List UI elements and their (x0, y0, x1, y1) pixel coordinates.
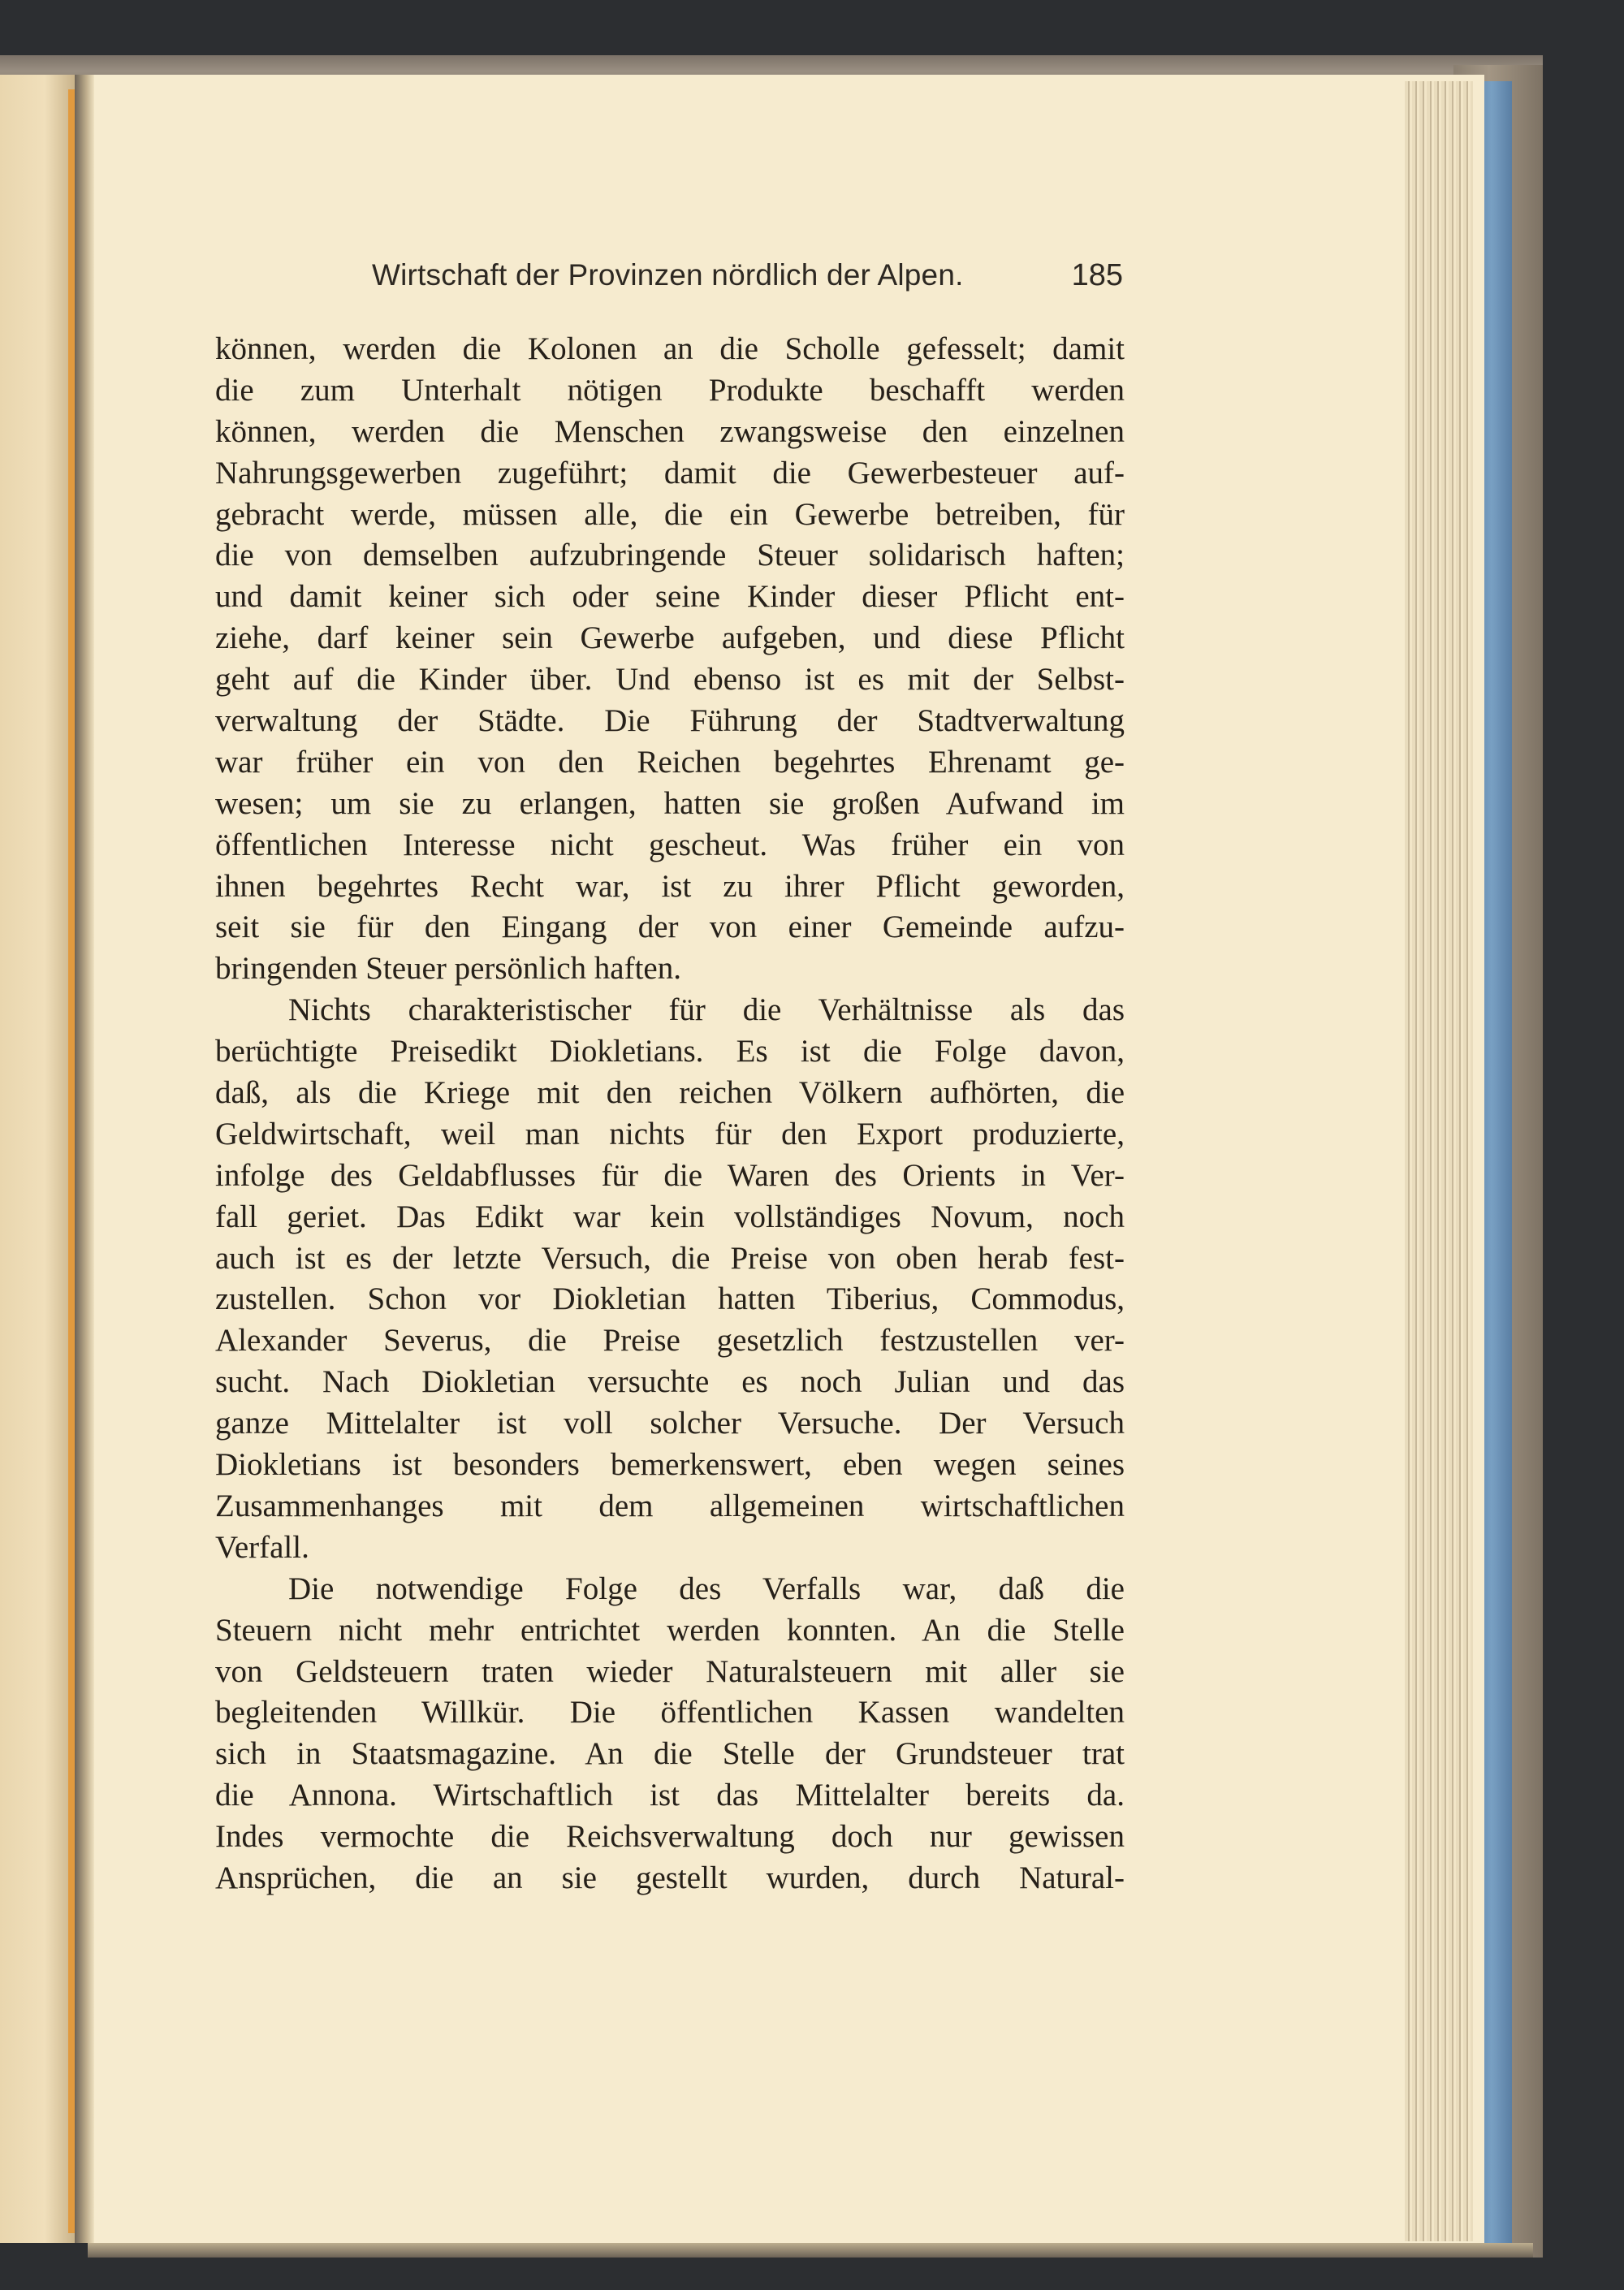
text-line: Diokletians ist besonders bemerkenswert, eben wegen seines (215, 1447, 1125, 1483)
page-stack-edges (1405, 81, 1473, 2241)
running-header (372, 258, 1123, 307)
text-line: können, werden die Kolonen an die Scholle gefesselt; damit (215, 331, 1125, 366)
text-line: bringenden Steuer persönlich haften. (215, 951, 681, 987)
text-line: auch ist es der letzte Versuch, die Preise von oben herab fest- (215, 1240, 1125, 1276)
paragraph-3 (215, 1569, 1125, 1899)
text-line: ganze Mittelalter ist voll solcher Versuche. Der Versuch (215, 1406, 1125, 1441)
page-bottom-shadow (88, 2243, 1533, 2258)
text-line: berüchtigte Preisedikt Diokletians. Es ist die Folge davon, (215, 1034, 1125, 1069)
text-line: von Geldsteuern traten wieder Naturalsteuern mit aller sie (215, 1653, 1125, 1689)
text-line: Ansprüchen, die an sie gestellt wurden, durch Natural- (215, 1860, 1125, 1895)
text-line: Steuern nicht mehr entrichtet werden konnten. An die Stelle (215, 1612, 1125, 1648)
text-line: die von demselben aufzubringende Steuer solidarisch haften; (215, 538, 1125, 573)
text-line: daß, als die Kriege mit den reichen Völkern aufhörten, die (215, 1075, 1125, 1111)
text-line: Verfall. (215, 1529, 309, 1565)
text-line: Nahrungsgewerben zugeführt; damit die Gewerbesteuer auf- (215, 455, 1125, 490)
text-line: seit sie für den Eingang der von einer Gemeinde aufzu- (215, 910, 1125, 945)
text-line: Indes vermochte die Reichsverwaltung doch nur gewissen (215, 1819, 1125, 1855)
running-title: Wirtschaft der Provinzen nördlich der Alpen. (372, 258, 964, 292)
text-line: war früher ein von den Reichen begehrtes Ehrenamt ge- (215, 744, 1125, 780)
text-line: ziehe, darf keiner sein Gewerbe aufgeben, und diese Pflicht (215, 620, 1125, 656)
text-line: Geldwirtschaft, weil man nichts für den Export produzierte, (215, 1116, 1125, 1151)
text-line: ihnen begehrtes Recht war, ist zu ihrer Pflicht geworden, (215, 868, 1125, 904)
text-line: fall geriet. Das Edikt war kein vollständiges Novum, noch (215, 1199, 1125, 1234)
text-line: gebracht werde, müssen alle, die ein Gewerbe betreiben, für (215, 496, 1125, 532)
text-line: öffentlichen Interesse nicht gescheut. Was früher ein von (215, 827, 1125, 862)
paragraph-1 (215, 329, 1125, 990)
text-line: die Annona. Wirtschaftlich ist das Mittelalter bereits da. (215, 1778, 1125, 1813)
text-line: Die notwendige Folge des Verfalls war, daß die (288, 1571, 1125, 1606)
text-line: begleitenden Willkür. Die öffentlichen Kassen wandelten (215, 1695, 1125, 1730)
text-line: Nichts charakteristischer für die Verhältnisse als das (288, 992, 1125, 1028)
page-number: 185 (1071, 258, 1123, 292)
text-line: zustellen. Schon vor Diokletian hatten Tiberius, Commodus, (215, 1281, 1125, 1317)
text-line: infolge des Geldabflusses für die Waren des Orients in Ver- (215, 1157, 1125, 1193)
left-page-colored-edge (68, 89, 75, 2233)
text-line: Alexander Severus, die Preise gesetzlich festzustellen ver- (215, 1323, 1125, 1359)
text-line: geht auf die Kinder über. Und ebenso ist es mit der Selbst- (215, 662, 1125, 698)
left-page-edge (0, 75, 75, 2243)
text-line: und damit keiner sich oder seine Kinder dieser Pflicht ent- (215, 579, 1125, 615)
text-line: verwaltung der Städte. Die Führung der Stadtverwaltung (215, 703, 1125, 739)
text-line: die zum Unterhalt nötigen Produkte beschafft werden (215, 372, 1125, 408)
text-line: Zusammenhanges mit dem allgemeinen wirtschaftlichen (215, 1488, 1125, 1523)
text-line: sucht. Nach Diokletian versuchte es noch Julian und das (215, 1364, 1125, 1400)
body-text (215, 329, 1125, 1899)
text-line: sich in Staatsmagazine. An die Stelle der Grundsteuer trat (215, 1736, 1125, 1772)
book-gutter (75, 75, 94, 2243)
text-line: wesen; um sie zu erlangen, hatten sie großen Aufwand im (215, 785, 1125, 821)
paragraph-2 (215, 990, 1125, 1568)
text-line: können, werden die Menschen zwangsweise den einzelnen (215, 413, 1125, 449)
